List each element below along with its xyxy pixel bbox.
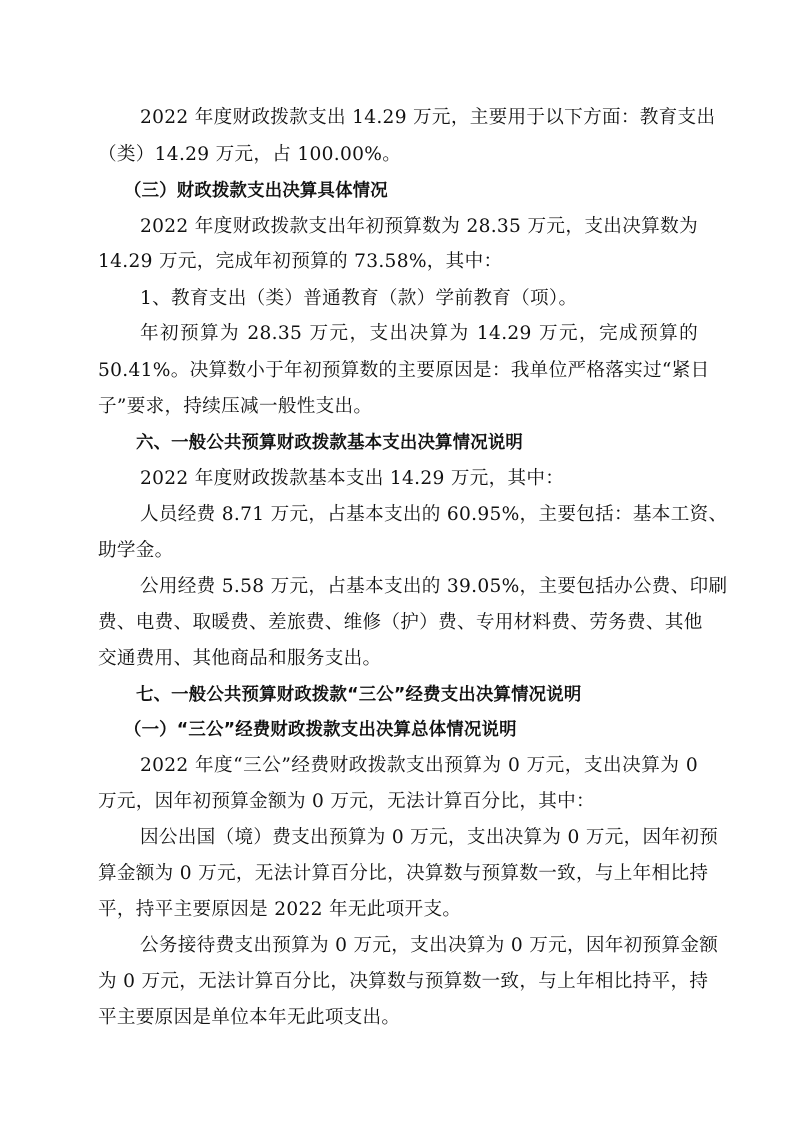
paragraph-line: 2022 年度财政拨款支出 14.29 万元，主要用于以下方面：教育支出 <box>140 107 716 128</box>
paragraph-line: 50.41%。决算数小于年初预算数的主要原因是：我单位严格落实过“紧日 <box>98 360 710 381</box>
section-heading: 六、一般公共预算财政拨款基本支出决算情况说明 <box>136 433 523 453</box>
paragraph-line: 为 0 万元，无法计算百分比，决算数与预算数一致，与上年相比持平，持 <box>98 971 709 992</box>
paragraph-line: 2022 年度“三公”经费财政拨款支出预算为 0 万元，支出决算为 0 <box>140 755 698 776</box>
paragraph-line: 2022 年度财政拨款基本支出 14.29 万元，其中： <box>140 468 565 489</box>
paragraph-line: 子”要求，持续压减一般性支出。 <box>98 396 373 417</box>
paragraph-line: 费、电费、取暖费、差旅费、维修（护）费、专用材料费、劳务费、其他 <box>98 612 703 633</box>
paragraph-line: 因公出国（境）费支出预算为 0 万元，支出决算为 0 万元，因年初预 <box>140 827 719 848</box>
paragraph-line: 算金额为 0 万元，无法计算百分比，决算数与预算数一致，与上年相比持 <box>98 863 709 884</box>
paragraph-line: 14.29 万元，完成年初预算的 73.58%，其中： <box>98 251 503 272</box>
paragraph-line: 公用经费 5.58 万元，占基本支出的 39.05%，主要包括办公费、印刷 <box>140 576 728 597</box>
paragraph-line: 公务接待费支出预算为 0 万元，支出决算为 0 万元，因年初预算金额 <box>140 935 719 956</box>
paragraph-line: 平，持平主要原因是 2022 年无此项开支。 <box>98 899 462 920</box>
section-heading: （三）财政拨款支出决算具体情况 <box>124 181 388 201</box>
section-heading: （一）“三公”经费财政拨款支出决算总体情况说明 <box>124 720 517 740</box>
paragraph-line: （类）14.29 万元，占 100.00%。 <box>98 144 402 165</box>
paragraph-line: 2022 年度财政拨款支出年初预算数为 28.35 万元，支出决算数为 <box>140 216 698 237</box>
paragraph-line: 1、教育支出（类）普通教育（款）学前教育（项）。 <box>140 288 578 309</box>
paragraph-line: 人员经费 8.71 万元，占基本支出的 60.95%，主要包括：基本工资、 <box>140 504 728 525</box>
paragraph-line: 万元，因年初预算金额为 0 万元，无法计算百分比，其中： <box>98 791 595 812</box>
section-heading: 七、一般公共预算财政拨款“三公”经费支出决算情况说明 <box>136 685 582 705</box>
paragraph-line: 助学金。 <box>98 540 174 561</box>
paragraph-line: 年初预算为 28.35 万元，支出决算为 14.29 万元，完成预算的 <box>140 323 698 344</box>
paragraph-line: 平主要原因是单位本年无此项支出。 <box>98 1007 401 1028</box>
paragraph-line: 交通费用、其他商品和服务支出。 <box>98 648 382 669</box>
